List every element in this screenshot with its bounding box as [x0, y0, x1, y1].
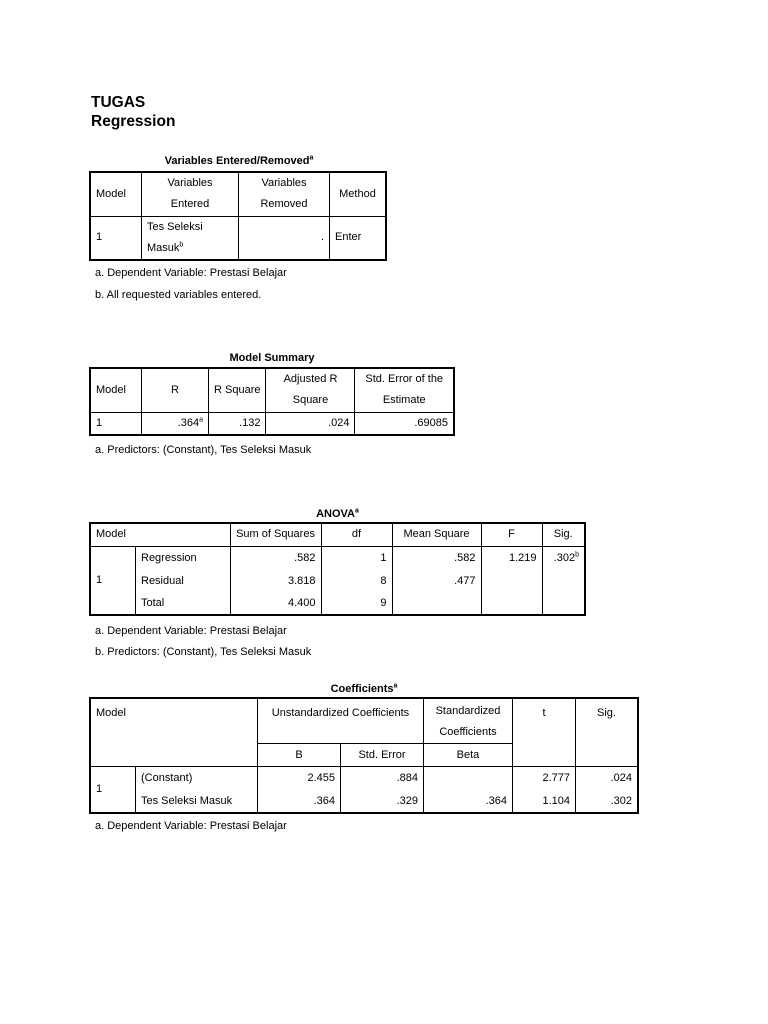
header-df: df [321, 523, 392, 546]
cell-df: 1 [321, 546, 392, 570]
variables-entered-caption: Variables Entered/Removed$^a$ [164, 154, 314, 167]
header-model: Model [90, 523, 230, 546]
cell-df: 8 [321, 570, 392, 593]
row-label: (Constant) [136, 767, 258, 791]
cell-r-square: .132 [209, 412, 266, 435]
cell-sum-of-squares: .582 [230, 546, 321, 570]
header-sig: Sig. [542, 523, 585, 546]
header-std-error: Std. Error of the Estimate [355, 368, 454, 412]
header-sig: Sig. [576, 698, 639, 767]
cell-r: .364$^a$ [142, 412, 209, 435]
cell-model: 1 [90, 546, 136, 615]
cell-f [481, 593, 542, 615]
cell-sig: .024 [576, 767, 639, 791]
header-r: R [142, 368, 209, 412]
header-beta: Beta [424, 744, 513, 767]
coefficients-caption: Coefficients$^a$ [330, 682, 398, 695]
model-summary-caption: Model Summary [229, 352, 315, 364]
header-unstandardized-coefficients: Unstandardized Coefficients [258, 698, 424, 744]
cell-model: 1 [90, 412, 142, 435]
header-f: F [481, 523, 542, 546]
cell-b: .364 [258, 791, 341, 813]
header-method: Method [330, 172, 387, 216]
cell-beta: .364 [424, 791, 513, 813]
cell-model: 1 [90, 767, 136, 813]
cell-model: 1 [90, 216, 142, 260]
row-label: Regression [136, 546, 231, 570]
page-title: TUGAS [91, 94, 146, 111]
header-variables-removed: Variables Removed [239, 172, 330, 216]
cell-df: 9 [321, 593, 392, 615]
cell-mean-square: .477 [392, 570, 481, 593]
coefficients-table [89, 697, 639, 814]
model-summary-table [89, 367, 455, 436]
cell-variables-removed: . [239, 216, 330, 260]
header-model: Model [90, 368, 142, 412]
cell-sig: .302$^b$ [542, 546, 585, 570]
cell-t: 1.104 [513, 791, 576, 813]
cell-sig [542, 593, 585, 615]
cell-mean-square [392, 593, 481, 615]
cell-f: 1.219 [481, 546, 542, 570]
row-label: Total [136, 593, 231, 615]
header-model: Model [90, 698, 258, 767]
cell-t: 2.777 [513, 767, 576, 791]
page-subtitle: Regression [91, 113, 176, 130]
anova-caption: ANOVA$^a$ [316, 507, 359, 520]
cell-std-error: .69085 [355, 412, 454, 435]
footnote: b. Predictors: (Constant), Tes Seleksi Masuk [95, 646, 312, 658]
cell-std-error: .884 [341, 767, 424, 791]
footnote: b. All requested variables entered. [95, 289, 262, 301]
cell-mean-square: .582 [392, 546, 481, 570]
cell-beta [424, 767, 513, 791]
header-b: B [258, 744, 341, 767]
header-adjusted-r-square: Adjusted R Square [266, 368, 355, 412]
cell-b: 2.455 [258, 767, 341, 791]
cell-sig [542, 570, 585, 593]
cell-adjusted-r-square: .024 [266, 412, 355, 435]
footnote: a. Dependent Variable: Prestasi Belajar [95, 820, 287, 832]
header-sum-of-squares: Sum of Squares [230, 523, 321, 546]
footnote: a. Dependent Variable: Prestasi Belajar [95, 267, 287, 279]
footnote: a. Predictors: (Constant), Tes Seleksi Masuk [95, 444, 312, 456]
header-model: Model [90, 172, 142, 216]
header-variables-entered: Variables Entered [142, 172, 239, 216]
header-mean-square: Mean Square [392, 523, 481, 546]
cell-method: Enter [330, 216, 387, 260]
anova-table [89, 522, 586, 616]
row-label: Tes Seleksi Masuk [136, 791, 258, 813]
header-std-error: Std. Error [341, 744, 424, 767]
cell-f [481, 570, 542, 593]
cell-sum-of-squares: 4.400 [230, 593, 321, 615]
header-t: t [513, 698, 576, 767]
header-standardized-coefficients: Standardized Coefficients [424, 698, 513, 744]
header-r-square: R Square [209, 368, 266, 412]
variables-entered-table [89, 171, 387, 261]
cell-variables-entered: Tes Seleksi Masuk$^b$ [142, 216, 239, 260]
footnote: a. Dependent Variable: Prestasi Belajar [95, 625, 287, 637]
row-label: Residual [136, 570, 231, 593]
cell-sum-of-squares: 3.818 [230, 570, 321, 593]
cell-sig: .302 [576, 791, 639, 813]
cell-std-error: .329 [341, 791, 424, 813]
